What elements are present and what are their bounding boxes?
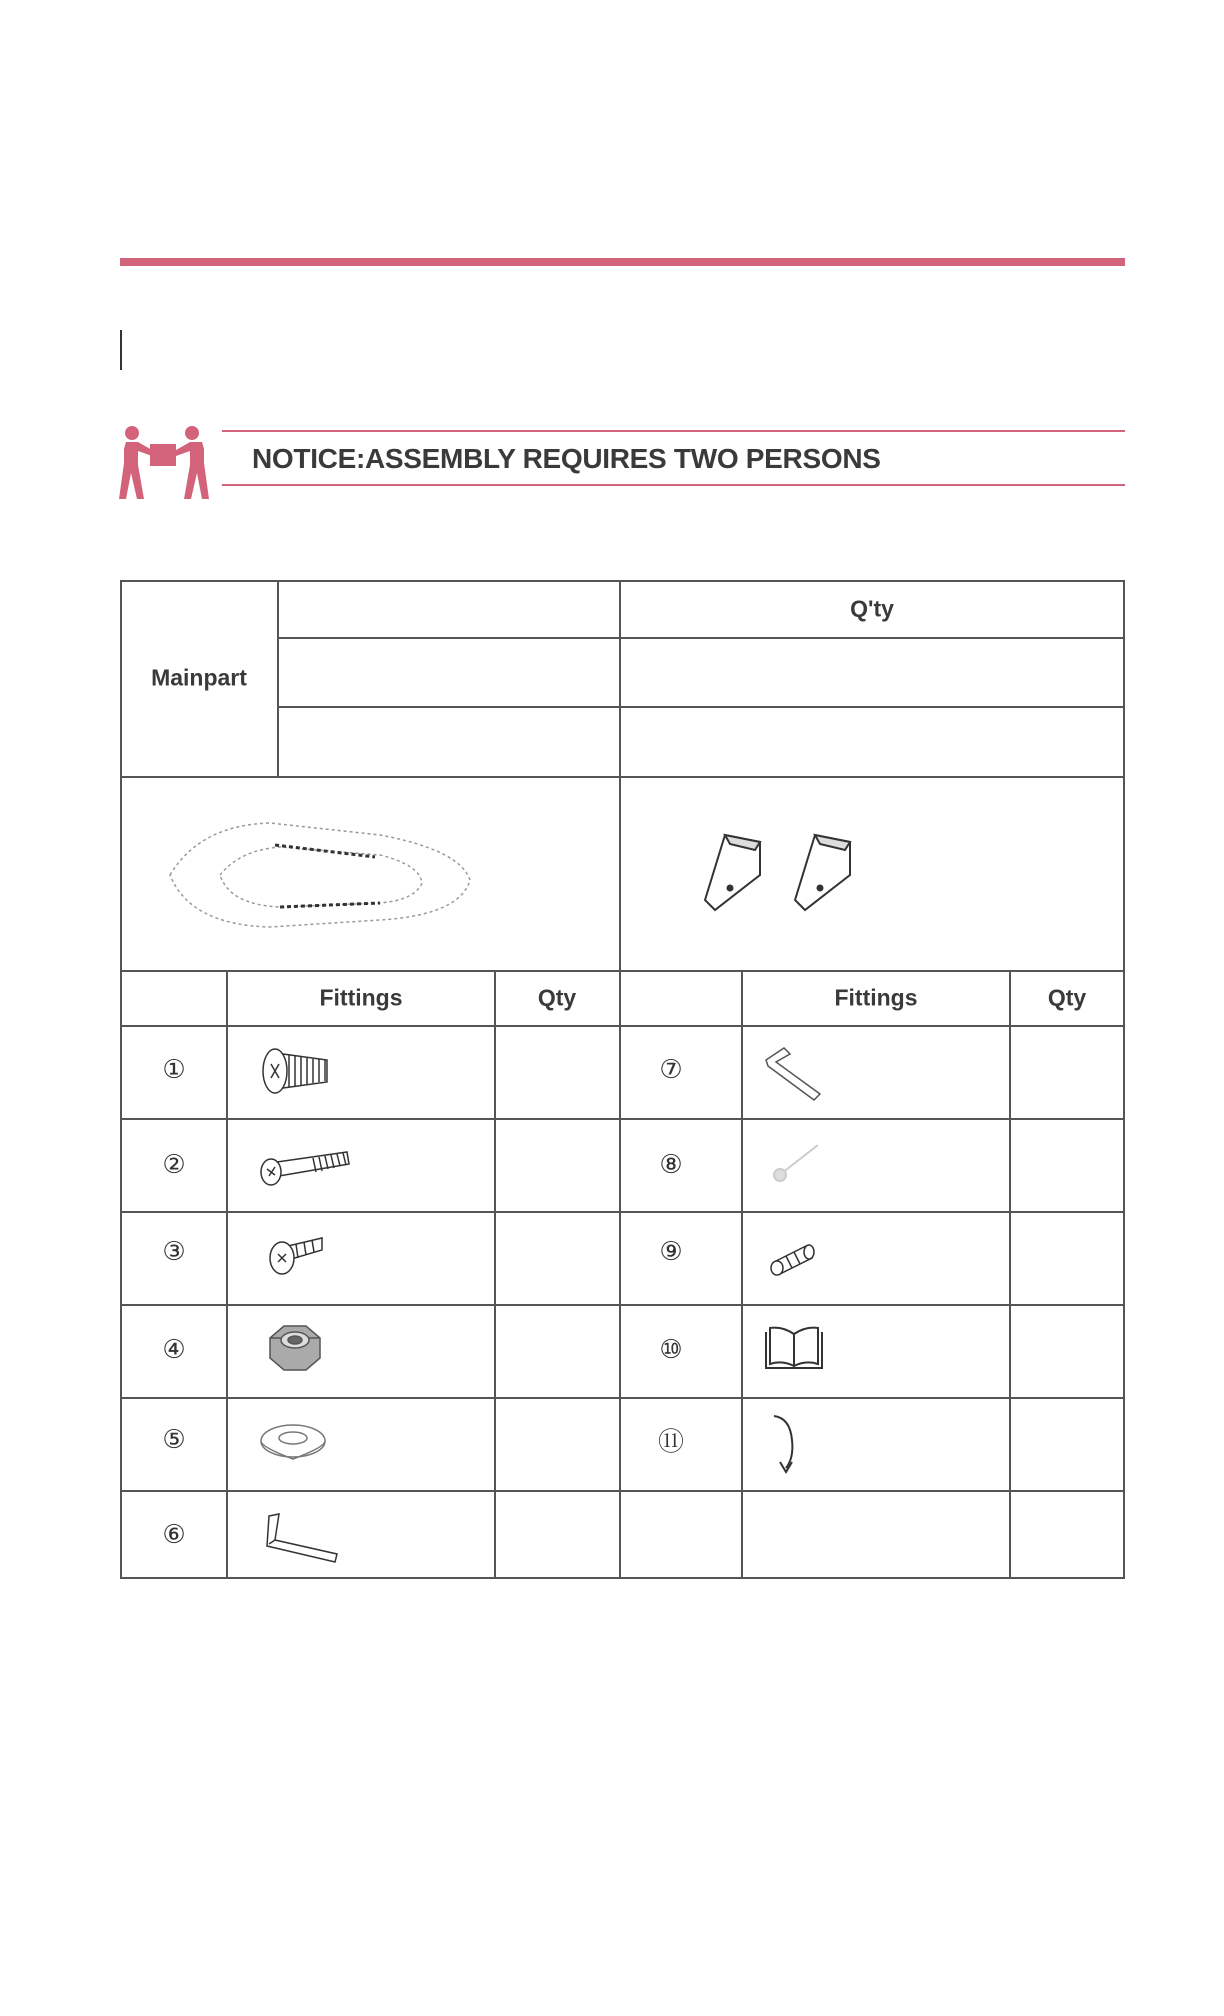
long-bolt-icon bbox=[255, 1136, 355, 1196]
two-persons-carrying-box-icon bbox=[118, 424, 210, 500]
fitting-number: ⑪ bbox=[657, 1427, 685, 1458]
parts-list-table bbox=[120, 580, 1125, 1580]
hex-key-icon bbox=[760, 1042, 840, 1102]
pin-icon bbox=[760, 1135, 840, 1195]
qty-header-left: Qty bbox=[537, 984, 577, 1011]
header-accent-rule bbox=[120, 258, 1125, 266]
mainpart-qty-header: Q'ty bbox=[850, 595, 894, 622]
frame-assembly-icon bbox=[160, 805, 480, 945]
dowel-icon bbox=[760, 1228, 830, 1288]
tapping-screw-icon bbox=[260, 1228, 330, 1283]
allen-key-icon bbox=[255, 1508, 345, 1563]
notice-bottom-line bbox=[222, 484, 1125, 486]
fitting-number: ③ bbox=[162, 1237, 186, 1267]
manual-book-icon bbox=[760, 1322, 830, 1377]
margin-marker bbox=[120, 330, 122, 370]
lock-nut-icon bbox=[260, 1318, 330, 1378]
fitting-number: ⑥ bbox=[162, 1520, 186, 1550]
fitting-number: ② bbox=[162, 1150, 186, 1180]
fitting-number: ⑩ bbox=[659, 1335, 683, 1365]
notice-heading: NOTICE:ASSEMBLY REQUIRES TWO PERSONS bbox=[252, 443, 881, 474]
washer-icon bbox=[255, 1416, 335, 1466]
fittings-header-left: Fittings bbox=[319, 984, 403, 1011]
fittings-header-right: Fittings bbox=[834, 984, 918, 1011]
hook-icon bbox=[760, 1410, 820, 1480]
fitting-number: ⑧ bbox=[659, 1150, 683, 1180]
fitting-number: ① bbox=[162, 1055, 186, 1085]
fitting-number: ⑤ bbox=[162, 1425, 186, 1455]
screw-icon bbox=[255, 1042, 335, 1102]
fitting-number: ④ bbox=[162, 1335, 186, 1365]
qty-header-right: Qty bbox=[1047, 984, 1087, 1011]
corner-bracket-icon bbox=[700, 830, 880, 920]
fitting-number: ⑦ bbox=[659, 1055, 683, 1085]
notice-top-line bbox=[222, 430, 1125, 432]
fitting-number: ⑨ bbox=[659, 1237, 683, 1267]
mainpart-label: Mainpart bbox=[151, 664, 247, 691]
